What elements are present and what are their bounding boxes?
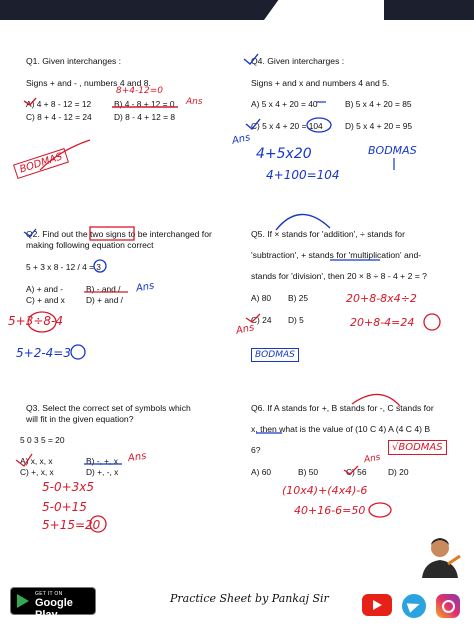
top-banner [0,0,474,20]
q6-option-c: C) 56 [346,467,367,477]
q2-hand-work-1: 5+3÷8-4 [8,314,63,328]
q3-option-c: C) +, x, x [20,467,54,477]
q5-circle-answer [424,314,440,330]
q6-option-b: B) 50 [298,467,319,477]
instagram-icon[interactable] [436,594,460,618]
q4-option-a: A) 5 x 4 + 20 = 40 [251,99,318,109]
q2-option-b: B) - and / [86,284,121,294]
q2-subtitle: making following equation correct [26,240,154,250]
q5-line-3: stands for 'division', then 20 × 8 ÷ 8 - 4 + 2 = ? [251,271,427,281]
google-play-icon [17,594,29,608]
q2-title: Q2. Find out the two signs to be interchanged for [26,229,212,239]
q3-line-1: Q3. Select the correct set of symbols which [26,403,191,413]
store-big-text: Google Play [35,597,73,621]
q5-arc [276,214,330,230]
q4-title: Q4. Given intercharges : [251,56,345,66]
q4-option-c: C) 5 x 4 + 20 = 104 [251,121,323,131]
q3-equation: 5 0 3 5 = 20 [20,435,65,445]
q2-option-c: C) + and x [26,295,65,305]
q5-line-1: Q5. If × stands for 'addition', ÷ stands for [251,229,405,239]
q3-hand-work-2: 5-0+15 [42,500,87,514]
telegram-icon[interactable] [402,594,426,618]
q2-option-d: D) + and / [86,295,124,305]
q1-hand-bodmas: BODMAS [13,148,69,179]
q3-hand-ans: Ans [127,450,148,465]
q3-option-a: A) x, x, x [20,456,53,466]
q2-hand-work-2: 5+2-4=3 [16,346,71,360]
q5-line-2: 'subtraction', + stands for 'multiplication' and- [251,250,422,260]
q6-hand-ans: Ans [363,452,382,466]
q6-line-1: Q6. If A stands for +, B stands for -, C stands for [251,403,434,413]
q1-title: Q1. Given interchanges : [26,56,122,66]
q3-hand-work-1: 5-0+3x5 [42,480,95,494]
q6-hand-bodmas: √BODMAS [388,440,447,455]
q5-option-b: B) 25 [288,293,309,303]
q5-hand-work-2: 20+8-4=24 [350,316,415,329]
google-play-badge[interactable] [10,587,96,621]
q5-hand-work-1: 20+8-8x4÷2 [346,292,417,305]
q5-option-d: D) 5 [288,315,304,325]
q1-statement: Signs + and - , numbers 4 and 8. [26,78,151,88]
q2-option-a: A) + and - [26,284,64,294]
q4-hand-calc-2: 4+100=104 [266,168,340,182]
q6-line-3: 6? [251,445,261,455]
q4-hand-calc-1: 4+5x20 [256,146,312,162]
q2-hand-ans: Ans [135,280,156,295]
q3-option-b: B) -, +, x [86,456,118,466]
presenter-avatar [418,532,462,578]
q4-statement: Signs + and x and numbers 4 and 5. [251,78,390,88]
q2-equation: 5 + 3 x 8 - 12 / 4 = 3 [26,262,101,272]
q6-line-2: x, then what is the value of (10 C 4) A (4 C 4) B [251,424,431,434]
q1-hand-ans: Ans [186,97,203,107]
q5-hand-ans: Ans [235,322,256,337]
q3-hand-work-3: 5+15=20 [42,518,101,532]
q6-option-d: D) 20 [388,467,409,477]
q6-hand-work-1: (10x4)+(4x4)-6 [282,484,368,497]
q2-circle-answer [71,345,85,359]
q5-option-c: C) 24 [251,315,272,325]
q1-option-a: A) 4 + 8 - 12 = 12 [26,99,92,109]
q6-option-a: A) 60 [251,467,272,477]
q6-circle-answer [369,503,391,517]
q1-option-b: B) 4 - 8 + 12 = 0 [114,99,175,109]
q1-hand-calc: 8+4-12=0 [116,86,163,96]
q4-hand-ans: Ans [231,132,252,147]
footer-credit: Practice Sheet by Pankaj Sir [170,592,329,605]
store-small-text: GET IT ON [35,591,63,597]
youtube-icon[interactable] [362,594,392,616]
q4-option-d: D) 5 x 4 + 20 = 95 [345,121,413,131]
q1-option-c: C) 8 + 4 - 12 = 24 [26,112,92,122]
q3-line-2: will fit in the given equation? [26,414,134,424]
q4-hand-bodmas: BODMAS [368,144,417,157]
q1-option-d: D) 8 - 4 + 12 = 8 [114,112,175,122]
q4-option-b: B) 5 x 4 + 20 = 85 [345,99,412,109]
q3-option-d: D) +, -, x [86,467,119,477]
top-banner-notch [264,0,384,20]
q5-hand-bodmas: BODMAS [251,348,299,362]
q6-hand-work-2: 40+16-6=50 [294,504,366,517]
q5-option-a: A) 80 [251,293,272,303]
